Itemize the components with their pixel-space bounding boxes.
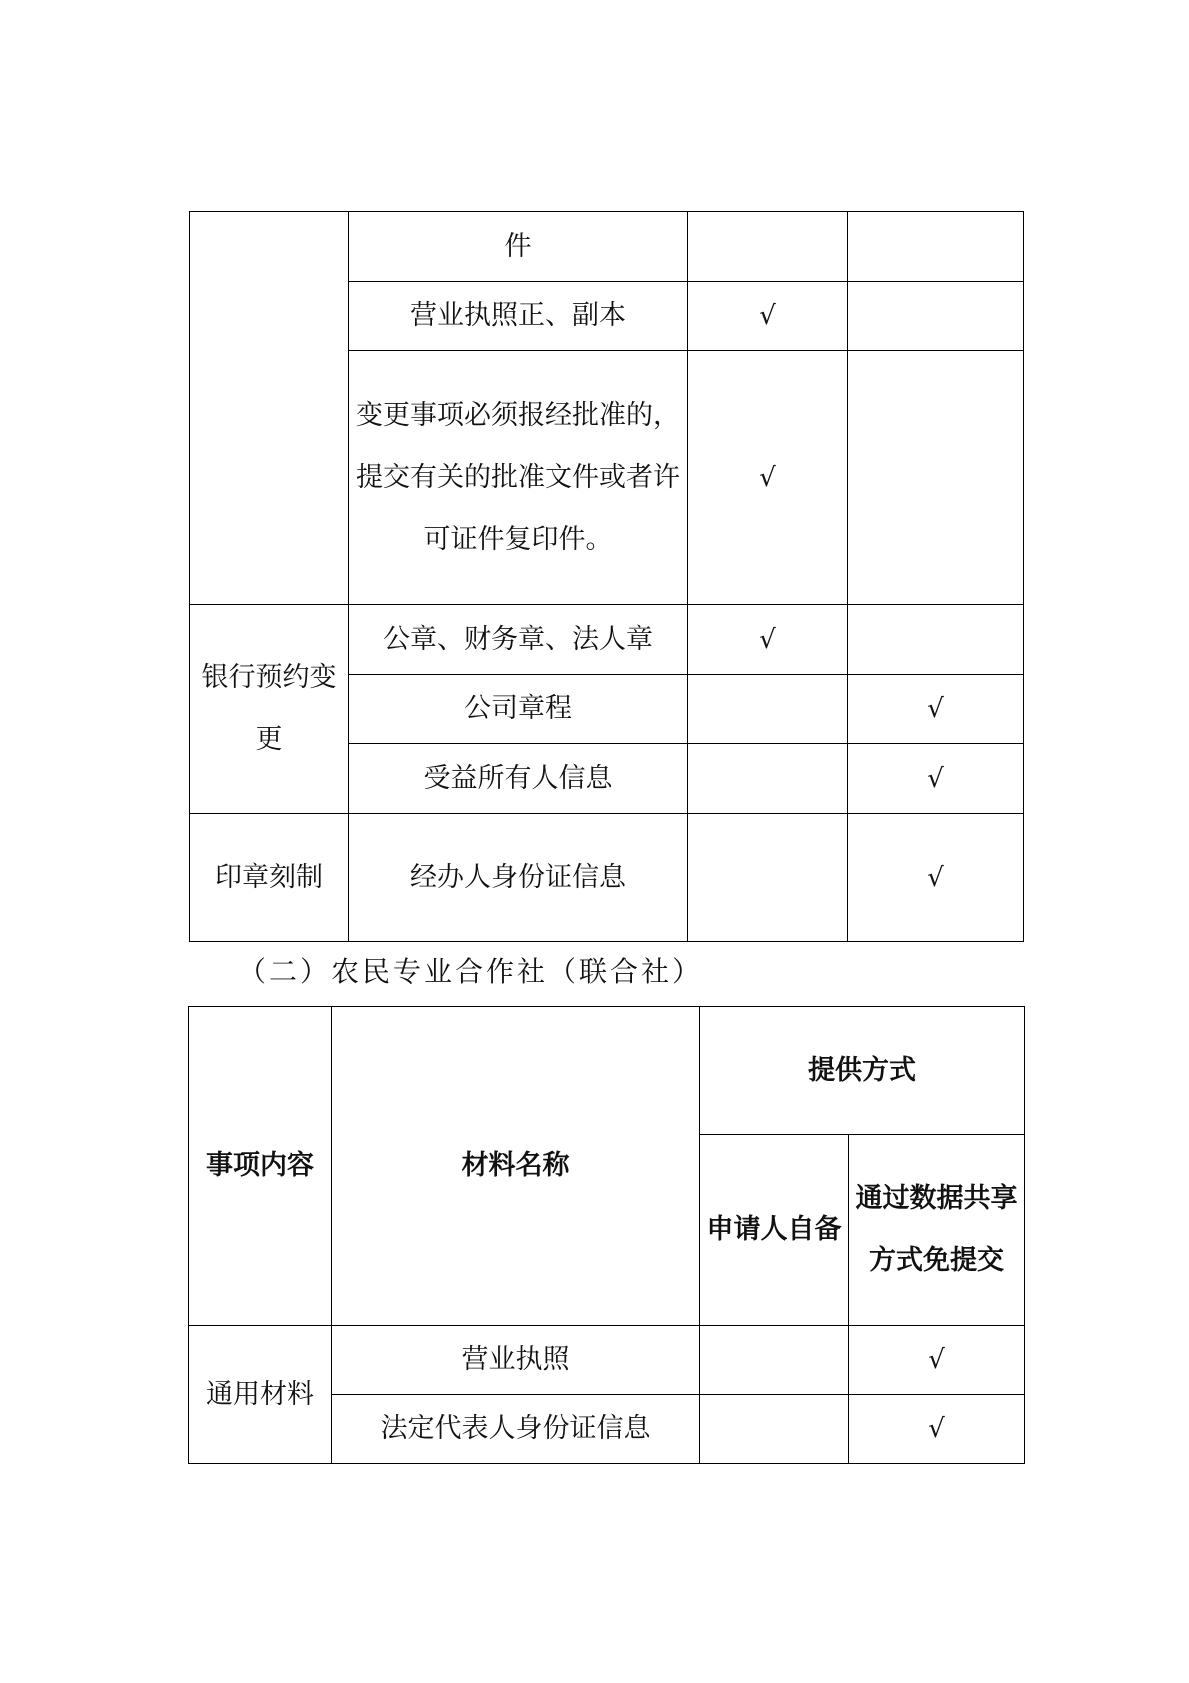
shared-check: √ bbox=[848, 675, 1024, 744]
shared-check: √ bbox=[848, 744, 1024, 814]
self-provided-cell bbox=[688, 744, 848, 814]
material-cell: 公司章程 bbox=[349, 675, 688, 744]
material-cell: 营业执照 bbox=[332, 1326, 700, 1395]
material-cell: 营业执照正、副本 bbox=[349, 282, 688, 351]
materials-table-continued bbox=[189, 211, 1024, 942]
self-provided-cell bbox=[700, 1395, 849, 1464]
shared-cell bbox=[848, 351, 1024, 605]
self-provided-cell bbox=[688, 675, 848, 744]
item-cell: 银行预约变更 bbox=[190, 605, 349, 814]
cooperative-materials-table bbox=[188, 1006, 1025, 1464]
self-provided-cell bbox=[700, 1326, 849, 1395]
header-item: 事项内容 bbox=[189, 1007, 332, 1326]
item-cell: 印章刻制 bbox=[190, 814, 349, 942]
section-caption: （二）农民专业合作社（联合社） bbox=[238, 955, 704, 988]
material-cell: 变更事项必须报经批准的，提交有关的批准文件或者许可证件复印件。 bbox=[349, 351, 688, 605]
header-method: 提供方式 bbox=[700, 1007, 1025, 1135]
shared-cell bbox=[848, 605, 1024, 675]
material-cell: 法定代表人身份证信息 bbox=[332, 1395, 700, 1464]
header-shared: 通过数据共享方式免提交 bbox=[849, 1135, 1025, 1326]
material-cell: 件 bbox=[349, 212, 688, 282]
header-self-provided: 申请人自备 bbox=[700, 1135, 849, 1326]
shared-check: √ bbox=[849, 1326, 1025, 1395]
shared-cell bbox=[848, 282, 1024, 351]
shared-cell bbox=[848, 212, 1024, 282]
shared-check: √ bbox=[848, 814, 1024, 942]
shared-check: √ bbox=[849, 1395, 1025, 1464]
item-cell: 通用材料 bbox=[189, 1326, 332, 1464]
item-cell bbox=[190, 212, 349, 605]
material-cell: 受益所有人信息 bbox=[349, 744, 688, 814]
self-provided-check: √ bbox=[688, 351, 848, 605]
self-provided-check: √ bbox=[688, 282, 848, 351]
material-cell: 公章、财务章、法人章 bbox=[349, 605, 688, 675]
header-material: 材料名称 bbox=[332, 1007, 700, 1326]
self-provided-check: √ bbox=[688, 605, 848, 675]
self-provided-cell bbox=[688, 814, 848, 942]
self-provided-cell bbox=[688, 212, 848, 282]
material-cell: 经办人身份证信息 bbox=[349, 814, 688, 942]
